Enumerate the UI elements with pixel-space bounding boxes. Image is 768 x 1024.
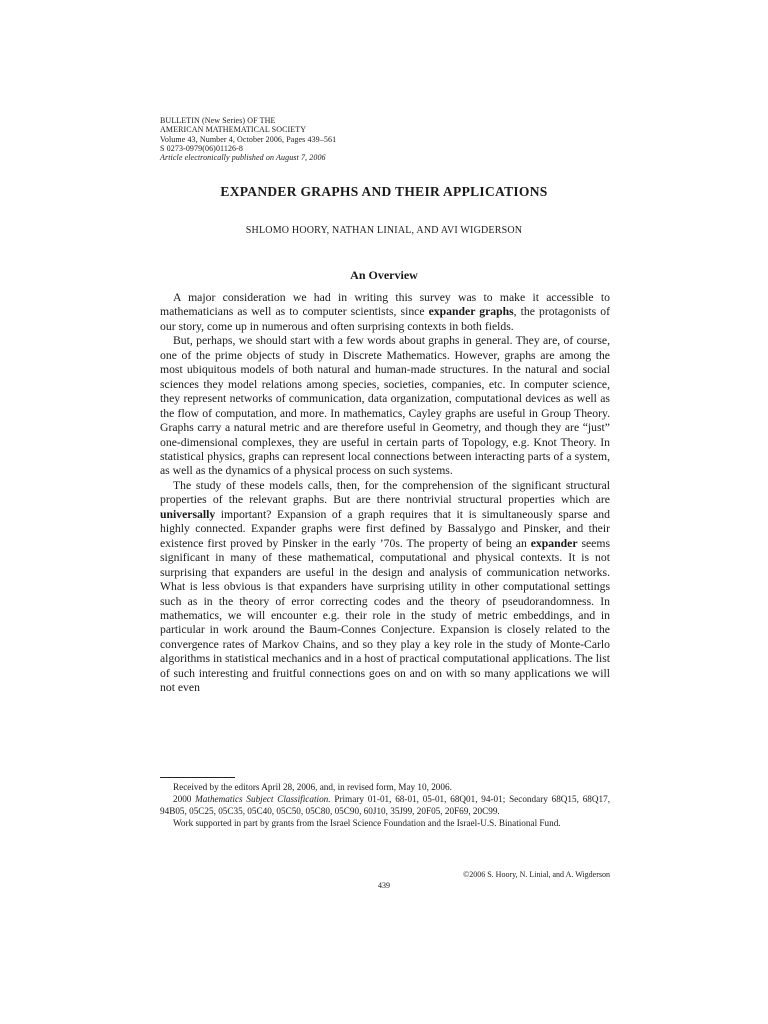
- paragraph-3-text-a: The study of these models calls, then, for the comprehension of the significant structural properties of the relevant graphs. But are there nontrivial structural properties which are: [160, 478, 610, 507]
- paragraph-1-text-a: A major consideration we had in writing this survey was to make it accessible to mathematicians as well as to computer scientists, since: [160, 291, 610, 319]
- footnote-msc-label: Mathematics Subject Classification.: [195, 794, 331, 805]
- footnote-msc: [160, 793, 610, 817]
- paragraph-1: [160, 291, 610, 334]
- journal-header: [160, 116, 460, 162]
- paragraph-3-text-c: seems significant in many of these mathematical, computational and physical contexts. It is not surprising that expanders are useful in the design and analysis of communication networks. What is less obvious is that expanders have surprising utility in other computational settings such as in the theory of error correcting codes and the theory of pseudorandomness. In mathematics, we will encounter e.g. their role in the study of metric embeddings, and in particular in work around the Baum-Connes Conjecture. Expansion is closely related to the convergence rates of Markov Chains, and so they play a key role in the study of Monte-Carlo algorithms in statistical mechanics and in a host of practical computational applications. The list of such interesting and fruitful connections goes on and on with so many applications we will not even: [160, 536, 611, 695]
- copyright-notice: ©2006 S. Hoory, N. Linial, and A. Wigderson: [463, 870, 610, 879]
- paragraph-3-text-b: important? Expansion of a graph requires that it is simultaneously sparse and highly connected. Expander graphs were first defined by Bassalygo and Pinsker, and their existence first proved by Pinsker in the early ’70s. The property of being an: [160, 507, 610, 550]
- paper-authors: SHLOMO HOORY, NATHAN LINIAL, AND AVI WIGDERSON: [245, 225, 523, 236]
- journal-issn-line: S 0273-0979(06)01126-8: [160, 143, 244, 153]
- footnote-msc-codes: Primary 01-01, 68-01, 05-01, 68Q01, 94-01; Secondary 68Q15, 68Q17, 94B05, 05C25, 05C35, 05C40, 05C50, 05C80, 05C90, 60J10, 35J99, 20F05, 20F69, 20C99.: [160, 794, 611, 817]
- paragraph-3: [160, 479, 610, 696]
- footnote-support: Work supported in part by grants from the Israel Science Foundation and the Israel-U.S. Binational Fund.: [173, 818, 561, 829]
- footnote-msc-year: 2000: [173, 794, 196, 805]
- term-expander-graphs: expander graphs: [428, 305, 514, 319]
- footnote-received: Received by the editors April 28, 2006, and, in revised form, May 10, 2006.: [173, 782, 452, 792]
- journal-volume-line: Volume 43, Number 4, October 2006, Pages 439–561: [160, 134, 337, 144]
- paragraph-2: But, perhaps, we should start with a few words about graphs in general. They are, of course, one of the prime objects of study in Discrete Mathematics. However, graphs are among the most ubiquitous models of both natural and human-made structures. In the natural and social sciences they model relations among species, societies, companies, etc. In computer science, they represent networks of communication, data organization, computational devices as well as the flow of computation, and more. In mathematics, Cayley graphs are useful in Group Theory. Graphs carry a natural metric and are therefore useful in Geometry, and though they are “just” one-dimensional complexes, they are useful in certain parts of Topology, e.g. Knot Theory. In statistical physics, graphs can represent local connections between interacting parts of a system, as well as the dynamics of a physical process on such systems.: [160, 334, 610, 478]
- paper-title: EXPANDER GRAPHS AND THEIR APPLICATIONS: [220, 184, 548, 199]
- section-heading: An Overview: [350, 268, 418, 282]
- page-number: 439: [378, 881, 390, 890]
- term-universally: universally: [160, 507, 216, 521]
- footnotes: [160, 781, 610, 829]
- article-body: [160, 291, 610, 696]
- journal-name-line: AMERICAN MATHEMATICAL SOCIETY: [160, 125, 307, 135]
- journal-published-line: Article electronically published on August 7, 2006: [160, 153, 326, 163]
- footnote-rule: [160, 777, 235, 778]
- journal-series-line: BULLETIN (New Series) OF THE: [160, 116, 276, 125]
- term-expander: expander: [530, 536, 578, 550]
- paragraph-1-text-b: , the protagonists of our story, come up in numerous and often surprising contexts in both fields.: [160, 305, 610, 333]
